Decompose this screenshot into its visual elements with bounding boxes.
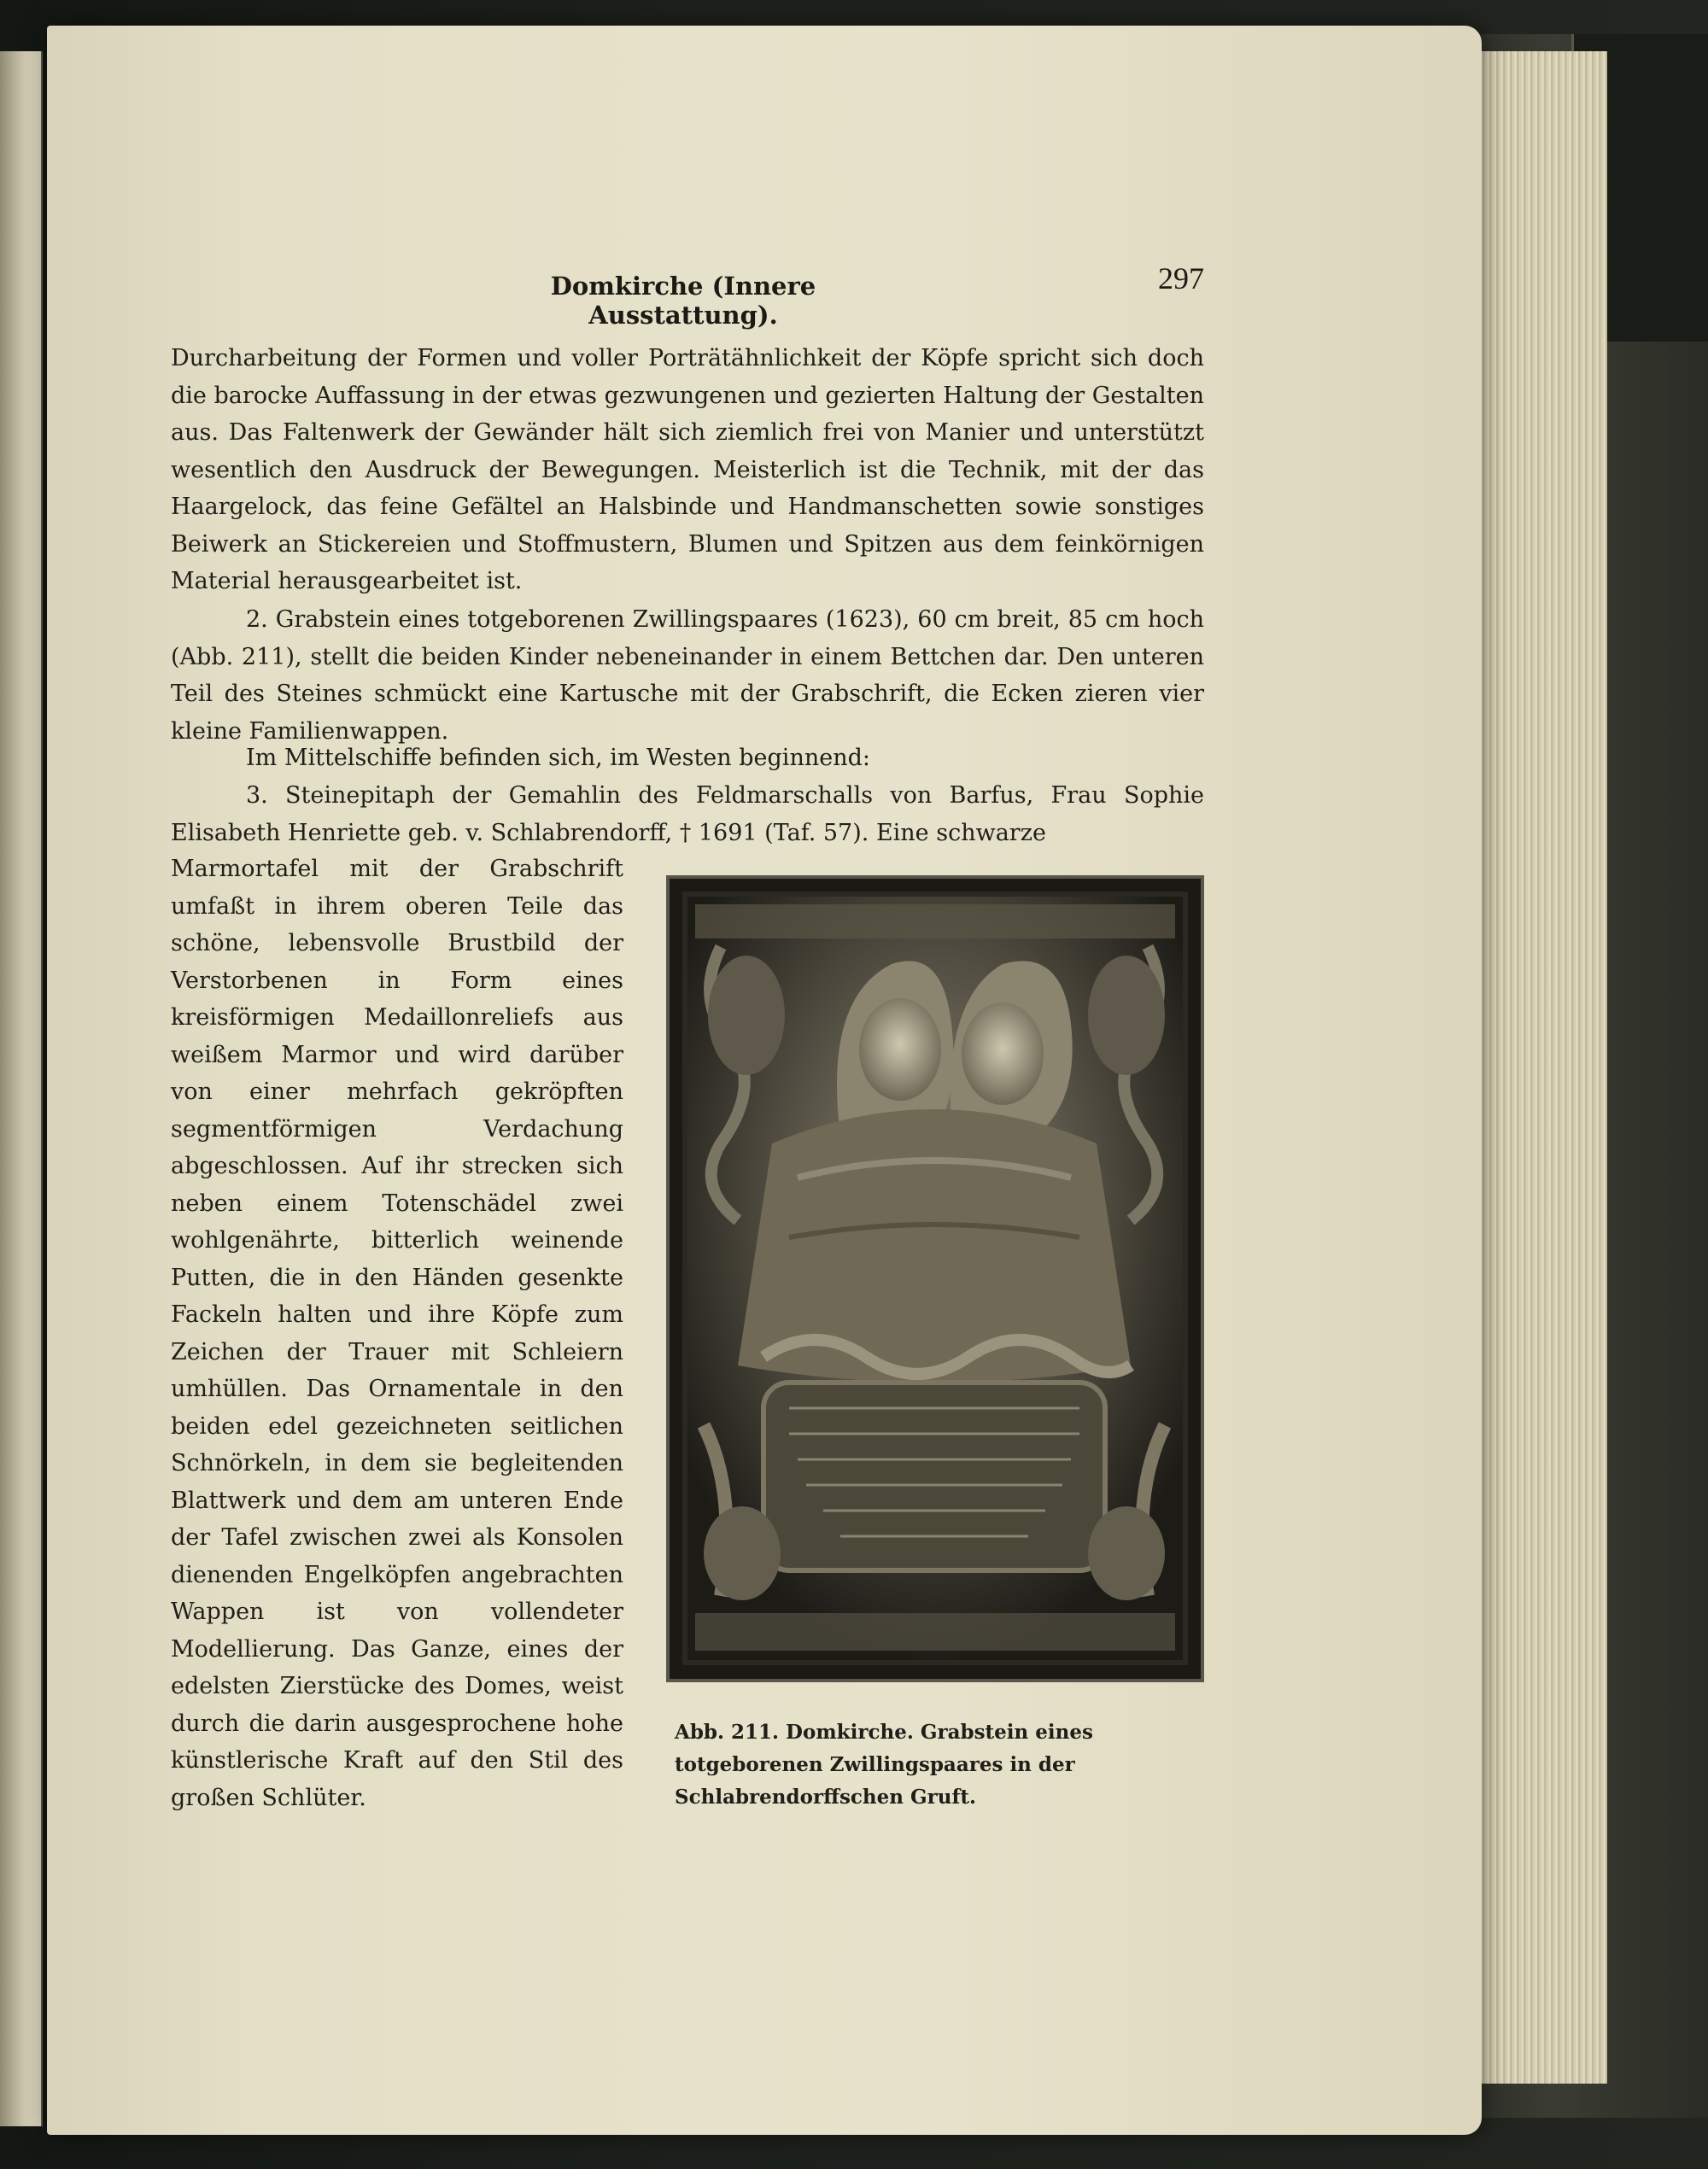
paragraph-5: Marmortafel mit der Grabschrift umfaßt in ihrem oberen Teile das schöne, lebensvolle Brustbild der Verstorbenen in Form eines kreisförmigen Medaillonreliefs aus weißem Marmor und wird darüber von einer mehrfach gekröpften segmentförmigen Verdachung abgeschlossen. Auf ihr strecken sich neben einem Totenschädel zwei wohlgenährte, bitterlich weinende Putten, die in den Händen gesenkte Fackeln halten und ihre Köpfe zum Zeichen der Trauer mit Schleiern umhüllen. Das Ornamentale in den beiden edel gezeichneten seitlichen Schnörkeln, in dem sie begleitenden Blattwerk und dem am unteren Ende der Tafel zwischen zwei als Konsolen dienenden Engelköpfen angebrachten Wappen ist von vollendeter Modellierung. Das Ganze, eines der edelsten Zierstücke des Domes, weist durch die darin ausgesprochene hohe künstlerische Kraft auf den Stil des großen Schlüter. [171, 856, 623, 1811]
paragraph-4: 3. Steinepitaph der Gemahlin des Feldmarschalls von Barfus, Frau Sophie Elisabeth Henriette geb. v. Schlabrendorff, † 1691 (Taf. 57). Eine schwarze [171, 782, 1204, 846]
gravestone-relief-image [670, 879, 1201, 1679]
running-header: Domkirche (Innere Ausstattung). [550, 272, 816, 330]
figure-caption: Abb. 211. Domkirche. Grabstein eines totgeborenen Zwillingspaares in der Schlabrendorffschen Gruft. [675, 1721, 1093, 1809]
paragraph-3: Im Mittelschiffe befinden sich, im Westen beginnend: [246, 745, 870, 771]
left-page-edge [0, 51, 43, 2126]
paragraph-2: 2. Grabstein eines totgeborenen Zwillingspaares (1623), 60 cm breit, 85 cm hoch (Abb. 211), stellt die beiden Kinder nebeneinander in einem Bettchen dar. Den unteren Teil des Steines schmückt eine Kartusche mit der Grabschrift, die Ecken zieren vier kleine Familienwappen. [171, 606, 1204, 745]
paragraph-1: Durcharbeitung der Formen und voller Porträtähnlichkeit der Köpfe spricht sich doch die barocke Auffassung in der etwas gezwungenen und gezierten Haltung der Gestalten aus. Das Faltenwerk der Gewänder hält sich ziemlich frei von Manier und unterstützt wesentlich den Ausdruck der Bewegungen. Meisterlich ist die Technik, mit der das Haargelock, das feine Gefältel an Halsbinde und Handmanschetten sowie sonstiges Beiwerk an Stickereien und Stoffmustern, Blumen und Spitzen aus dem feinkörnigen Material herausgearbeitet ist. [171, 345, 1204, 594]
gravestone-photo [666, 875, 1204, 1682]
page-number: 297 [1158, 261, 1204, 295]
